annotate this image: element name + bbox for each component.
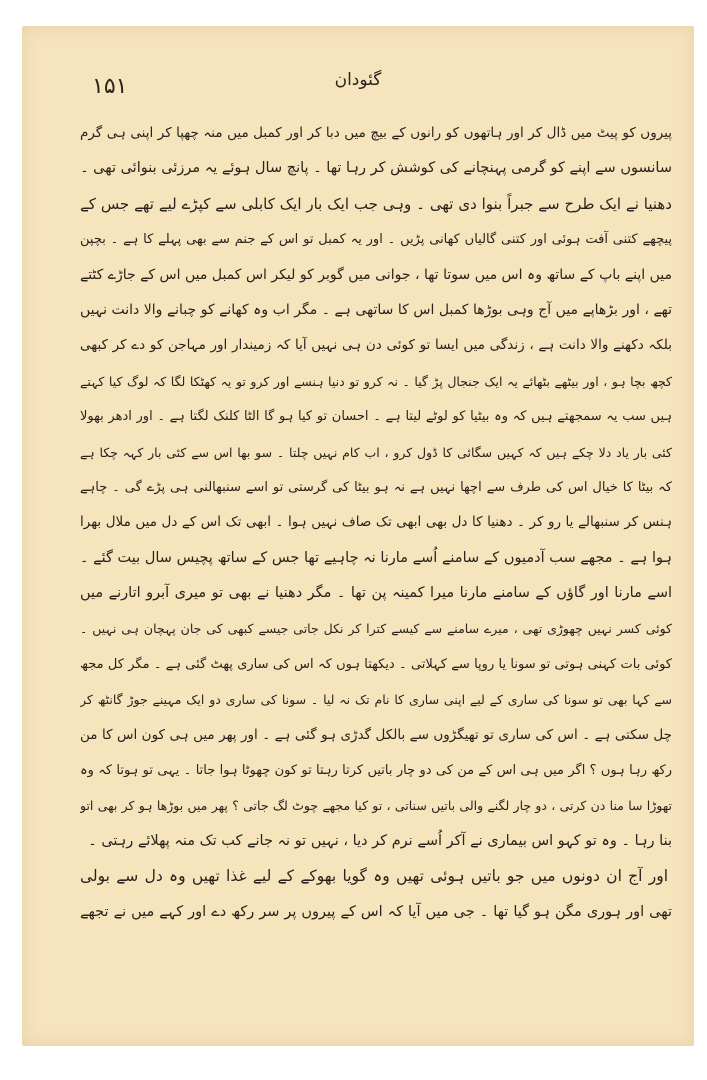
text-line: کچھ بچا ہو ، اور بیٹھے بٹھائے یہ ایک جنجال پڑ گیا ۔ نہ کرو تو دنیا ہنسے اور کرو تو یہ کھٹکا لگا کہ لوگ کیا کہتے (80, 373, 672, 389)
text-line: میں اپنے باپ کے ساتھ وہ اس میں سوتا تھا ، جوانی میں گوبر کو لیکر اس کمبل میں اس کے جاڑے کٹتے (80, 266, 672, 283)
text-line: بنا رہا ۔ وہ تو کہو اس بیماری نے آکر اُسے نرم کر دیا ، نہیں تو نہ جانے کب تک منہ پھلائے رہتی ۔ (88, 832, 672, 849)
text-line: ہیں سب یہ سمجھتے ہیں کہ وہ بیٹیا کو لوٹے لیتا ہے ۔ احسان تو کیا ہو گا الٹا کلنک لگتا ہے ۔ اور ادھر بھولا (80, 409, 672, 425)
text-line: رکھ رہا ہوں ؟ اگر میں ہی اس کے من کی دو چار باتیں کرتا رہتا تو کون چھوٹا ہوا جاتا ۔ یہی تو ہوتا کہ وہ (80, 763, 672, 779)
text-line: اور آج ان دونوں میں جو باتیں ہوئی تھیں وہ گویا بھوکے کے لیے غذا تھیں وہ دل سے بولی (80, 867, 668, 886)
text-line: کہ بیٹا کا خیال اس کی طرف سے اچھا نہیں ہے نہ ہو بیٹا کی گرستی تو اسے سنبھالنی ہی پڑے گی ۔ چاہے (80, 479, 672, 495)
running-title: گئودان (334, 70, 382, 90)
text-line: تھی اور ہوری مگن ہو گیا تھا ۔ جی میں آیا کہ اس کے پیروں پر سر رکھ دے اور کہے میں نے تجھے (80, 903, 672, 920)
page-number: ۱۵۱ (92, 74, 128, 99)
text-line: پیروں کو پیٹ میں ڈال کر اور ہاتھوں کو رانوں کے بیچ میں دبا کر اور کمبل میں منہ چھپا کر اپنی ہی گرم (80, 125, 672, 141)
book-page (22, 26, 694, 1046)
text-line: ہنس کر سنبھالے یا رو کر ۔ دھنیا کا دل بھی ابھی تک صاف نہیں ہوا ۔ ابھی تک اس کے دل میں ملال بھرا (80, 514, 672, 531)
page-header (22, 70, 694, 110)
text-line: چل سکتی ہے ۔ اس کی ساری تو تھیگڑوں سے بالکل گدڑی ہو گئی ہے ۔ اور پھر میں ہی کون اس کا من (80, 726, 672, 743)
text-line: سانسوں سے اپنے کو گرمی پہنچانے کی کوشش کر رہا تھا ۔ پانچ سال ہوئے یہ مرزئی بنوائی تھی ۔ (80, 160, 672, 177)
text-line: کوئی بات کہنی ہوتی تو سونا یا روپا سے کہلاتی ۔ دیکھتا ہوں کہ اس کی ساری پھٹ گئی ہے ۔ مگر کل مجھ (80, 656, 672, 672)
text-line: کئی بار یاد دلا چکے ہیں کہ کہیں سگائی کا ڈول کرو ، اب کام نہیں چلتا ۔ سو بھا اس سے کئی بار کہہ چکا ہے (80, 444, 672, 460)
text-line: سے کہا بھی تو سونا کی ساری کے لیے اپنی ساری کا نام تک نہ لیا ۔ سونا کی ساری دو ایک مہینے جوڑ گانٹھ کر (80, 692, 672, 708)
text-line: اسے مارنا اور گاؤں کے سامنے مارنا میرا کمینہ پن تھا ۔ مگر دھنیا نے بھی تو میری آبرو اتارنے میں (80, 585, 672, 602)
text-line: ہوا ہے ۔ مجھے سب آدمیوں کے سامنے اُسے مارنا نہ چاہیے تھا جس کے ساتھ پچیس سال بیت گئے ۔ (80, 549, 672, 566)
text-line: دھنیا نے ایک طرح سے جبراً بنوا دی تھی ۔ وہی جب ایک بار ایک کابلی سے کپڑے لیے تھے جس کے (80, 194, 672, 213)
text-line: تھے ، اور بڑھاپے میں آج وہی بوڑھا کمبل اس کا ساتھی ہے ۔ مگر اب وہ کھانے کو چبانے والا دانت نہیں (80, 301, 672, 318)
text-line: کوئی کسر نہیں چھوڑی تھی ، میرے سامنے سے کیسے کترا کر نکل جاتی جیسے کبھی کی جان پہچان ہی نہیں ۔ (80, 621, 672, 637)
text-line: بلکہ دکھنے والا دانت ہے ، زندگی میں ایسا تو کوئی دن ہی نہیں آیا کہ زمیندار اور مہاجن کو دے کر کبھی (80, 337, 672, 354)
body-text (80, 116, 672, 930)
text-line: تھوڑا سا منا دن کرتی ، دو چار لگنے والی باتیں سناتی ، تو کیا مجھے چوٹ لگ جاتی ؟ پھر میں بوڑھا ہو کر بھی اتو (80, 798, 672, 814)
text-line: پیچھے کتنی آفت ہوئی اور کتنی گالیاں کھانی پڑیں ۔ اور یہ کمبل تو اس کے جنم سے بھی پہلے کا ہے ۔ بچپن (80, 232, 672, 248)
